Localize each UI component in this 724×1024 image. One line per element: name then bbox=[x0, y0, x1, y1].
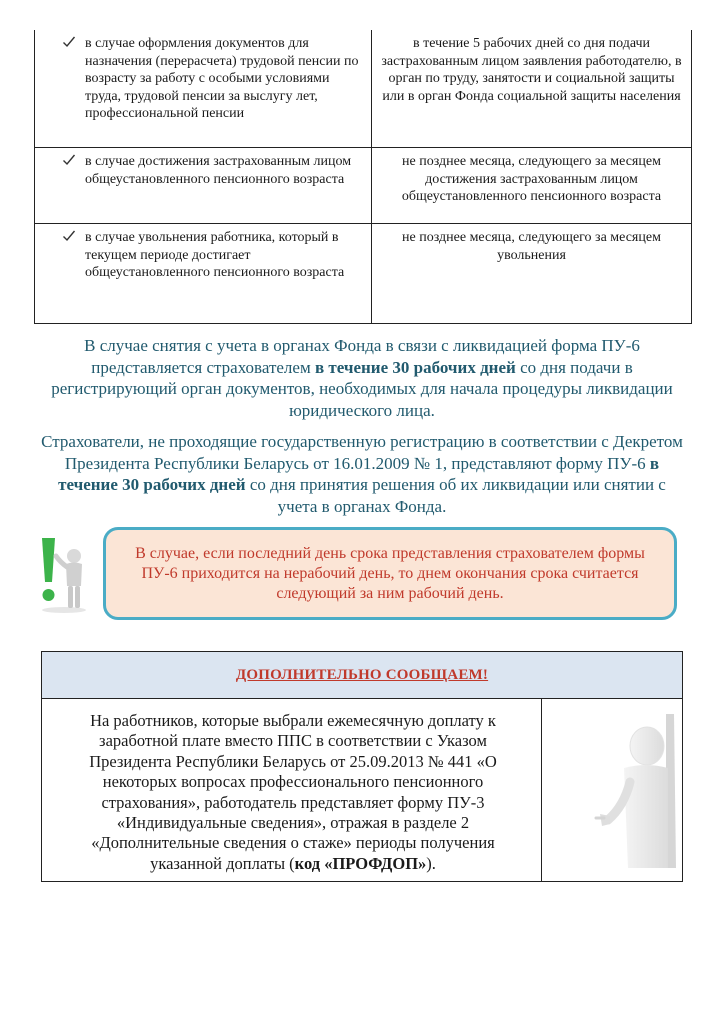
checkmark-icon bbox=[62, 35, 76, 49]
table-cell-condition: в случае увольнения работника, который в текущем периоде достигает общеустановленного пенсионного возраста bbox=[85, 230, 345, 280]
note-text: В случае, если последний день срока представления страхователем формы ПУ-6 приходится на нерабочий день, то днем окончания срока считается следующий за ним рабочий день. bbox=[135, 544, 645, 602]
info-text: На работников, которые выбрали ежемесячную доплату к заработной плате вместо ППС в соответствии с Указом Президента Республики Беларусь от 25.09.2013 № 441 «О некоторых вопросах профессионального пенсионного страхования», работодатель представляет форму ПУ-3 «Индивидуальные сведения», отражая в разделе 2 «Дополнительные сведения о стаже» периоды получения указанной доплаты (код «ПРОФДОП»). bbox=[89, 711, 497, 873]
info-title: ДОПОЛНИТЕЛЬНО СООБЩАЕМ! bbox=[235, 666, 489, 683]
table-cell-deadline: не позднее месяца, следующего за месяцем увольнения bbox=[372, 224, 692, 324]
deadlines-table bbox=[34, 30, 692, 324]
info-header bbox=[42, 652, 682, 699]
unregistered-insurers-paragraph: Страхователи, не проходящие государственную регистрацию в соответствии с Декретом Президента Республики Беларусь от 16.01.2009 № 1, представляют форму ПУ-6 в течение 30 рабочих дней со дня принятия решения об их ликвидации или снятии с учета в органах Фонда. bbox=[41, 432, 683, 516]
table-cell-deadline: не позднее месяца, следующего за месяцем достижения застрахованным лицом общеустановленного пенсионного возраста bbox=[372, 148, 692, 224]
exclamation-figure-icon bbox=[36, 526, 92, 614]
additional-info-table bbox=[41, 651, 683, 882]
checkmark-icon bbox=[62, 229, 76, 243]
table-row bbox=[35, 148, 692, 224]
liquidation-paragraph: В случае снятия с учета в органах Фонда в связи с ликвидацией форма ПУ-6 представляется страхователем в течение 30 рабочих дней со дня подачи в регистрирующий орган документов, необходимых для начала процедуры ликвидации юридического лица. bbox=[51, 336, 673, 420]
table-row bbox=[35, 224, 692, 324]
checkmark-icon bbox=[62, 153, 76, 167]
deadline-note-box bbox=[103, 527, 677, 620]
table-cell-condition: в случае оформления документов для назначения (перерасчета) трудовой пенсии по возрасту за работу с особыми условиями труда, трудовой пенсии за выслугу лет, профессиональной пенсии bbox=[85, 36, 359, 121]
column-divider bbox=[541, 699, 542, 881]
pointing-person-icon bbox=[594, 710, 680, 868]
table-row bbox=[35, 30, 692, 148]
info-body bbox=[42, 699, 682, 881]
table-cell-deadline: в течение 5 рабочих дней со дня подачи застрахованным лицом заявления работодателю, в орган по труду, занятости и социальной защиты или в орган Фонда социальной защиты населения bbox=[372, 30, 692, 148]
table-cell-condition: в случае достижения застрахованным лицом общеустановленного пенсионного возраста bbox=[85, 154, 352, 187]
